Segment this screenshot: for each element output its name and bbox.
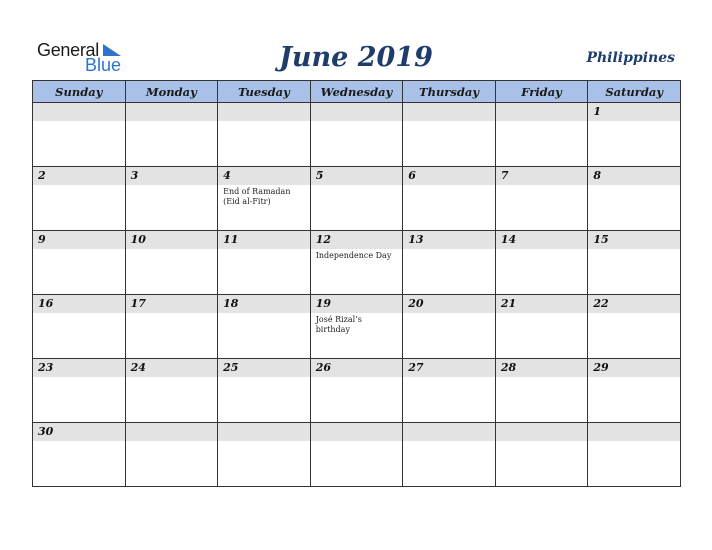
day-number: 23 [33,359,125,377]
day-number [126,423,218,441]
day-cell [218,295,311,359]
day-number: 30 [33,423,125,441]
day-number: 16 [33,295,125,313]
logo-text-general: General [37,40,99,60]
day-cell [218,231,311,295]
day-number: 4 [218,167,310,185]
day-number: 12 [311,231,403,249]
week-row [33,359,681,423]
day-number: 10 [126,231,218,249]
day-cell [310,231,403,295]
day-cell [310,423,403,487]
day-cell [588,423,681,487]
day-cell [588,103,681,167]
day-cell [218,423,311,487]
day-cell [403,423,496,487]
weekday-header-friday: Friday [495,81,588,103]
day-cell [125,231,218,295]
calendar-title: June 2019 [279,42,433,73]
day-cell [495,423,588,487]
day-cell [588,359,681,423]
day-cell [310,167,403,231]
day-number [218,103,310,121]
day-cell [33,423,126,487]
day-number: 15 [588,231,680,249]
weekday-header-row [33,81,681,103]
day-number: 9 [33,231,125,249]
weekday-header-sunday: Sunday [33,81,126,103]
day-number: 29 [588,359,680,377]
day-number: 6 [403,167,495,185]
weekday-header-monday: Monday [125,81,218,103]
logo-text-blue: Blue [85,55,122,75]
holiday-label: José Rizal’s birthday [315,315,362,334]
day-cell [495,103,588,167]
day-cell [125,167,218,231]
day-number: 25 [218,359,310,377]
day-number [311,103,403,121]
day-cell [125,423,218,487]
day-number [588,423,680,441]
day-number: 14 [496,231,588,249]
day-number: 18 [218,295,310,313]
day-cell [588,231,681,295]
day-cell [125,103,218,167]
calendar-grid [32,80,681,487]
day-cell [403,231,496,295]
day-number [311,423,403,441]
holiday-label: Independence Day [315,251,392,260]
day-cell [495,295,588,359]
day-cell [588,167,681,231]
day-cell [495,231,588,295]
day-number: 8 [588,167,680,185]
day-number: 24 [126,359,218,377]
day-cell [403,103,496,167]
day-number: 26 [311,359,403,377]
day-cell [218,167,311,231]
day-cell [403,167,496,231]
day-cell [33,359,126,423]
day-number [218,423,310,441]
day-number: 5 [311,167,403,185]
day-cell [125,295,218,359]
country-label: Philippines [586,50,675,66]
weekday-header-thursday: Thursday [403,81,496,103]
day-number: 19 [311,295,403,313]
day-number: 17 [126,295,218,313]
day-number [126,103,218,121]
day-number [496,103,588,121]
day-cell [495,359,588,423]
weekday-header-wednesday: Wednesday [310,81,403,103]
week-row [33,231,681,295]
day-cell [218,103,311,167]
holiday-label: End of Ramadan (Eid al-Fitr) [223,187,291,206]
day-number [33,103,125,121]
day-cell [310,295,403,359]
day-cell [403,295,496,359]
day-number: 11 [218,231,310,249]
day-cell [218,359,311,423]
day-cell [33,103,126,167]
day-number [403,423,495,441]
day-number: 2 [33,167,125,185]
day-number: 21 [496,295,588,313]
day-number: 22 [588,295,680,313]
calendar-body [33,103,681,487]
week-row [33,167,681,231]
day-cell [33,295,126,359]
day-cell [403,359,496,423]
weekday-header-saturday: Saturday [588,81,681,103]
day-number: 13 [403,231,495,249]
weekday-header-tuesday: Tuesday [218,81,311,103]
week-row [33,103,681,167]
day-cell [310,103,403,167]
day-number: 7 [496,167,588,185]
day-number: 3 [126,167,218,185]
day-cell [495,167,588,231]
week-row [33,423,681,487]
day-number [403,103,495,121]
day-number: 27 [403,359,495,377]
day-number: 20 [403,295,495,313]
day-cell [33,231,126,295]
day-number: 28 [496,359,588,377]
day-cell [125,359,218,423]
day-number [496,423,588,441]
day-cell [310,359,403,423]
day-number: 1 [588,103,680,121]
day-cell [33,167,126,231]
day-cell [588,295,681,359]
week-row [33,295,681,359]
